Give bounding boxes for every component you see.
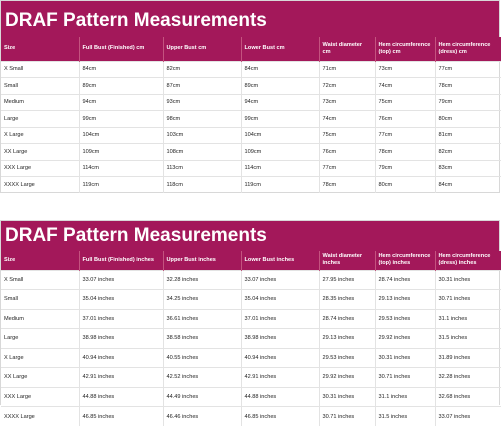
- measurement-cell: 99cm: [241, 111, 319, 128]
- measurement-cell: 73cm: [375, 61, 435, 78]
- measurement-cell: 46.85 inches: [241, 407, 319, 426]
- measurement-cell: 73cm: [319, 94, 375, 111]
- measurement-cell: 75cm: [319, 127, 375, 144]
- measurements-table-cm: [0, 0, 500, 193]
- size-cell: XXX Large: [1, 160, 79, 177]
- measurements-table-inches: [0, 220, 500, 405]
- measurement-cell: 30.31 inches: [375, 348, 435, 368]
- column-header: Hem circumference (top) cm: [375, 37, 435, 61]
- column-header: Hem circumference (dress) inches: [435, 251, 501, 270]
- measurement-cell: 42.91 inches: [241, 368, 319, 388]
- table-row: [1, 270, 501, 290]
- size-chart-inches: [1, 251, 501, 426]
- measurement-cell: 34.25 inches: [163, 290, 241, 310]
- table-row: [1, 387, 501, 407]
- measurement-cell: 44.88 inches: [241, 387, 319, 407]
- measurement-cell: 77cm: [375, 127, 435, 144]
- measurement-cell: 82cm: [435, 144, 501, 161]
- measurement-cell: 81cm: [435, 127, 501, 144]
- measurement-cell: 71cm: [319, 61, 375, 78]
- table-row: [1, 111, 501, 128]
- measurement-cell: 76cm: [319, 144, 375, 161]
- measurement-cell: 119cm: [79, 177, 163, 194]
- measurement-cell: 37.01 inches: [79, 309, 163, 329]
- measurement-cell: 38.98 inches: [79, 329, 163, 349]
- size-cell: XX Large: [1, 144, 79, 161]
- measurement-cell: 38.98 inches: [241, 329, 319, 349]
- measurement-cell: 40.94 inches: [79, 348, 163, 368]
- measurement-cell: 79cm: [375, 160, 435, 177]
- measurement-cell: 114cm: [79, 160, 163, 177]
- measurement-cell: 33.07 inches: [435, 407, 501, 426]
- table-row: [1, 177, 501, 194]
- column-header: Lower Bust inches: [241, 251, 319, 270]
- measurement-cell: 30.71 inches: [435, 290, 501, 310]
- measurement-cell: 29.53 inches: [319, 348, 375, 368]
- size-cell: Medium: [1, 309, 79, 329]
- measurement-cell: 74cm: [319, 111, 375, 128]
- measurement-cell: 30.71 inches: [375, 368, 435, 388]
- measurement-cell: 31.1 inches: [375, 387, 435, 407]
- measurement-cell: 35.04 inches: [79, 290, 163, 310]
- measurement-cell: 35.04 inches: [241, 290, 319, 310]
- measurement-cell: 77cm: [319, 160, 375, 177]
- table-row: [1, 309, 501, 329]
- measurement-cell: 31.5 inches: [375, 407, 435, 426]
- table-row: [1, 144, 501, 161]
- measurement-cell: 37.01 inches: [241, 309, 319, 329]
- measurement-cell: 80cm: [435, 111, 501, 128]
- measurement-cell: 40.94 inches: [241, 348, 319, 368]
- column-header: Size: [1, 37, 79, 61]
- measurement-cell: 46.46 inches: [163, 407, 241, 426]
- measurement-cell: 89cm: [241, 78, 319, 95]
- measurement-cell: 29.13 inches: [319, 329, 375, 349]
- measurement-cell: 30.71 inches: [319, 407, 375, 426]
- measurement-cell: 42.52 inches: [163, 368, 241, 388]
- measurement-cell: 104cm: [79, 127, 163, 144]
- size-cell: Large: [1, 111, 79, 128]
- measurement-cell: 98cm: [163, 111, 241, 128]
- size-cell: Large: [1, 329, 79, 349]
- measurement-cell: 40.55 inches: [163, 348, 241, 368]
- measurement-cell: 114cm: [241, 160, 319, 177]
- column-header: Waist diameter inches: [319, 251, 375, 270]
- measurement-cell: 30.31 inches: [435, 270, 501, 290]
- measurement-cell: 75cm: [375, 94, 435, 111]
- size-cell: XXXX Large: [1, 177, 79, 194]
- measurement-cell: 38.58 inches: [163, 329, 241, 349]
- size-cell: Medium: [1, 94, 79, 111]
- measurement-cell: 109cm: [241, 144, 319, 161]
- column-header: Hem circumference (top) inches: [375, 251, 435, 270]
- size-cell: X Small: [1, 270, 79, 290]
- measurement-cell: 27.95 inches: [319, 270, 375, 290]
- column-header: Lower Bust cm: [241, 37, 319, 61]
- table-row: [1, 348, 501, 368]
- measurement-cell: 89cm: [79, 78, 163, 95]
- column-header: Full Bust (Finished) inches: [79, 251, 163, 270]
- measurement-cell: 84cm: [79, 61, 163, 78]
- header-row: [1, 37, 501, 61]
- table-row: [1, 78, 501, 95]
- measurement-cell: 28.35 inches: [319, 290, 375, 310]
- table-row: [1, 94, 501, 111]
- table-row: [1, 329, 501, 349]
- size-chart-cm: [1, 37, 501, 193]
- measurement-cell: 44.49 inches: [163, 387, 241, 407]
- measurement-cell: 30.31 inches: [319, 387, 375, 407]
- measurement-cell: 103cm: [163, 127, 241, 144]
- measurement-cell: 76cm: [375, 111, 435, 128]
- measurement-cell: 109cm: [79, 144, 163, 161]
- measurement-cell: 93cm: [163, 94, 241, 111]
- measurement-cell: 119cm: [241, 177, 319, 194]
- measurement-cell: 42.91 inches: [79, 368, 163, 388]
- measurement-cell: 28.74 inches: [375, 270, 435, 290]
- measurement-cell: 31.1 inches: [435, 309, 501, 329]
- measurement-cell: 84cm: [435, 177, 501, 194]
- column-header: Upper Bust inches: [163, 251, 241, 270]
- measurement-cell: 83cm: [435, 160, 501, 177]
- column-header: Waist diameter cm: [319, 37, 375, 61]
- table-row: [1, 368, 501, 388]
- column-header: Size: [1, 251, 79, 270]
- measurement-cell: 80cm: [375, 177, 435, 194]
- size-cell: X Small: [1, 61, 79, 78]
- measurement-cell: 82cm: [163, 61, 241, 78]
- column-header: Full Bust (Finished) cm: [79, 37, 163, 61]
- size-cell: XXX Large: [1, 387, 79, 407]
- size-cell: Small: [1, 290, 79, 310]
- table-row: [1, 407, 501, 426]
- measurement-cell: 108cm: [163, 144, 241, 161]
- table-row: [1, 290, 501, 310]
- measurement-cell: 99cm: [79, 111, 163, 128]
- measurement-cell: 78cm: [435, 78, 501, 95]
- measurement-cell: 77cm: [435, 61, 501, 78]
- measurement-cell: 78cm: [319, 177, 375, 194]
- measurement-cell: 32.28 inches: [163, 270, 241, 290]
- measurement-cell: 94cm: [241, 94, 319, 111]
- measurement-cell: 32.68 inches: [435, 387, 501, 407]
- measurement-cell: 104cm: [241, 127, 319, 144]
- measurement-cell: 94cm: [79, 94, 163, 111]
- measurement-cell: 31.89 inches: [435, 348, 501, 368]
- measurement-cell: 87cm: [163, 78, 241, 95]
- measurement-cell: 33.07 inches: [241, 270, 319, 290]
- measurement-cell: 84cm: [241, 61, 319, 78]
- measurement-cell: 31.5 inches: [435, 329, 501, 349]
- measurement-cell: 28.74 inches: [319, 309, 375, 329]
- measurement-cell: 46.85 inches: [79, 407, 163, 426]
- measurement-cell: 72cm: [319, 78, 375, 95]
- table-row: [1, 61, 501, 78]
- table-title: DRAF Pattern Measurements: [1, 1, 499, 37]
- table-title: DRAF Pattern Measurements: [1, 221, 499, 251]
- column-header: Hem circumference (dress) cm: [435, 37, 501, 61]
- size-cell: X Large: [1, 348, 79, 368]
- measurement-cell: 78cm: [375, 144, 435, 161]
- measurement-cell: 36.61 inches: [163, 309, 241, 329]
- size-cell: XX Large: [1, 368, 79, 388]
- measurement-cell: 29.92 inches: [375, 329, 435, 349]
- measurement-cell: 29.92 inches: [319, 368, 375, 388]
- measurement-cell: 118cm: [163, 177, 241, 194]
- table-row: [1, 127, 501, 144]
- measurement-cell: 74cm: [375, 78, 435, 95]
- column-header: Upper Bust cm: [163, 37, 241, 61]
- measurement-cell: 29.13 inches: [375, 290, 435, 310]
- measurement-cell: 113cm: [163, 160, 241, 177]
- measurement-cell: 29.53 inches: [375, 309, 435, 329]
- measurement-cell: 33.07 inches: [79, 270, 163, 290]
- size-cell: XXXX Large: [1, 407, 79, 426]
- size-cell: Small: [1, 78, 79, 95]
- measurement-cell: 44.88 inches: [79, 387, 163, 407]
- size-cell: X Large: [1, 127, 79, 144]
- measurement-cell: 32.28 inches: [435, 368, 501, 388]
- measurement-cell: 79cm: [435, 94, 501, 111]
- header-row: [1, 251, 501, 270]
- table-row: [1, 160, 501, 177]
